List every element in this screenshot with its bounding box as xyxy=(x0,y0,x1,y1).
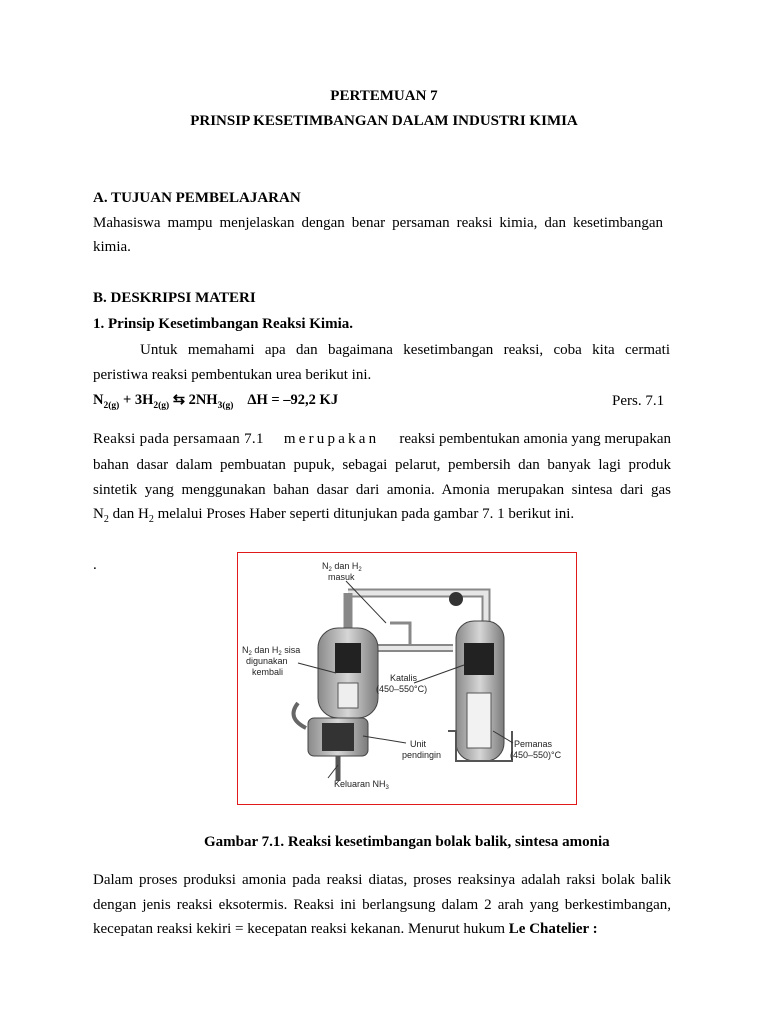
meeting-number: PERTEMUAN 7 xyxy=(330,88,438,104)
eq-enthalpy: ΔH = –92,2 KJ xyxy=(247,392,339,408)
page-title: PRINSIP KESETIMBANGAN DALAM INDUSTRI KIMIA xyxy=(190,113,578,129)
label-outlet: Keluaran $NH_3$ xyxy=(334,779,389,791)
eq-n2: N xyxy=(93,392,104,408)
eq-h2-sub: 2(g) xyxy=(153,400,170,411)
eq-plus-h2: + 3H xyxy=(119,392,154,408)
paragraph-1-line-3: sintetik yang menggunakan bahan dasar dari amonia. Amonia merupakan sintesa dari gas xyxy=(93,482,671,498)
label-cooler-2: pendingin xyxy=(402,750,442,760)
label-cooler: Unit xyxy=(410,739,427,749)
label-recycle: $N_2$ dan $H_2$ sisa xyxy=(242,645,301,657)
p1-h-sub: 2 xyxy=(148,514,154,525)
stray-dot: . xyxy=(93,557,97,573)
p1-mid: dan H xyxy=(108,506,149,522)
top-pipe xyxy=(348,593,486,623)
section-b-heading: B. DESKRIPSI MATERI xyxy=(93,290,256,306)
intro-line-1: Untuk memahami apa dan bagaimana kesetimbangan reaksi, coba kita cermati xyxy=(140,342,670,358)
paragraph-1-line-1 xyxy=(93,430,671,448)
label-catalyst-temp: (450–550°C) xyxy=(376,684,428,694)
intro-line-2: peristiwa reaksi pembentukan urea berikut ini. xyxy=(93,367,372,383)
p1-l1-part-a: Reaksi pada persamaan 7.1 xyxy=(93,431,264,447)
reaction-equation xyxy=(93,392,338,411)
paragraph-2-line-1: Dalam proses produksi amonia pada reaksi diatas, proses reaksinya adalah raksi bolak balik xyxy=(93,872,671,888)
eq-nh3-sub: 3(g) xyxy=(217,400,234,411)
label-heater: Pemanas xyxy=(514,739,553,749)
p1-l1-part-b: merupakan xyxy=(283,431,380,447)
heater-element xyxy=(467,693,491,748)
paragraph-2-line-2: dengan jenis reaksi eksotermis. Reaksi ini berlangsung dalam 2 arah yang berkestimbangan, xyxy=(93,897,671,913)
p1-n-sub: 2 xyxy=(103,514,109,525)
paragraph-2-line-3 xyxy=(93,920,598,938)
p1-n: N xyxy=(93,506,104,522)
label-recycle-2: digunakan xyxy=(246,656,288,666)
p1-l1-part-c: reaksi pembentukan amonia yang merupakan xyxy=(399,431,671,447)
section-a-line-2: kimia. xyxy=(93,239,131,255)
p1-end: melalui Proses Haber seperti ditunjukan pada gambar 7. 1 berikut ini. xyxy=(153,506,575,522)
label-recycle-3: kembali xyxy=(252,667,284,677)
equation-label: Pers. 7.1 xyxy=(612,393,665,409)
le-chatelier-term: Le Chatelier : xyxy=(508,921,598,937)
separator-coil xyxy=(335,643,361,673)
figure-caption: Gambar 7.1. Reaksi kesetimbangan bolak balik, sintesa amonia xyxy=(204,834,610,850)
eq-arrow-nh3: ⇆ 2NH xyxy=(169,392,218,408)
catalyst-bed xyxy=(464,643,494,675)
label-inlet-2: masuk xyxy=(328,572,355,582)
paragraph-1-line-4 xyxy=(93,505,574,529)
haber-process-diagram xyxy=(238,553,575,803)
haber-process-figure xyxy=(237,552,577,805)
label-inlet: $N_2$ dan $H_2$ xyxy=(322,561,362,573)
label-heater-temp: (450–550)°C xyxy=(510,750,562,760)
section-a-heading: A. TUJUAN PEMBELAJARAN xyxy=(93,190,301,206)
eq-n2-sub: 2(g) xyxy=(103,400,120,411)
p2-l3-text: kecepatan reaksi kekiri = kecepatan reaksi kekanan. Menurut hukum xyxy=(93,921,509,937)
section-a-line-1: Mahasiswa mampu menjelaskan dengan benar persaman reaksi kimia, dan kesetimbangan xyxy=(93,215,663,231)
label-catalyst: Katalis xyxy=(390,673,418,683)
pump-icon xyxy=(449,592,463,606)
paragraph-1-line-2: bahan dasar dalam pembuatan pupuk, sebagai pelarut, pembersih dan banyak lagi produk xyxy=(93,457,671,473)
section-b-subheading: 1. Prinsip Kesetimbangan Reaksi Kimia. xyxy=(93,316,354,332)
